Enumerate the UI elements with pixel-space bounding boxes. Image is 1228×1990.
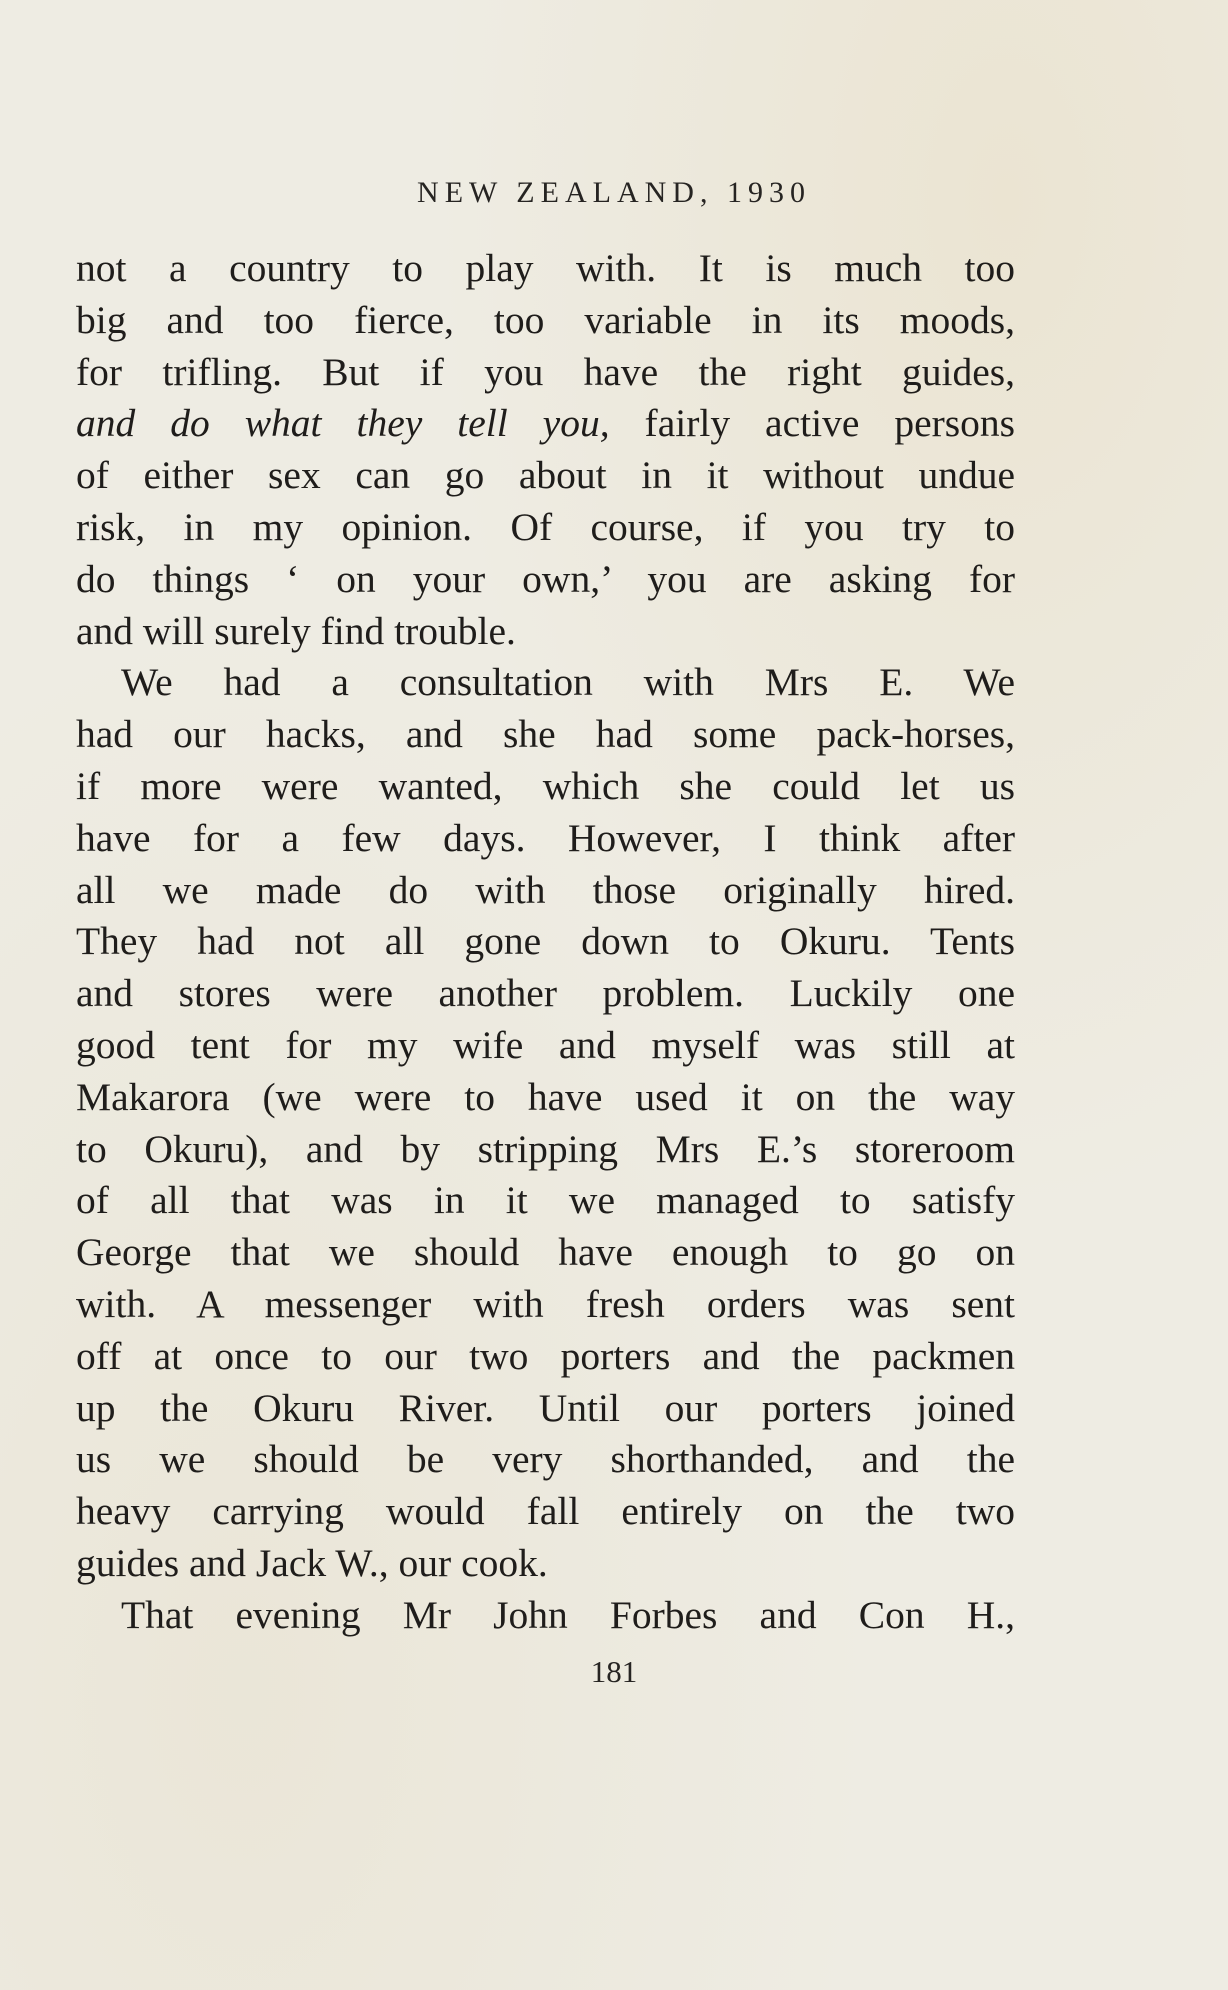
page-number: 181: [590, 1654, 638, 1689]
text-line: up the Okuru River. Until our porters joined: [76, 1385, 1015, 1430]
text-line: [76, 398, 1015, 450]
text-line: and will surely find trouble.: [76, 608, 516, 653]
text-line: to Okuru), and by stripping Mrs E.’s storeroom: [76, 1126, 1015, 1171]
text-line: Makarora (we were to have used it on the way: [76, 1074, 1015, 1119]
text-line: not a country to play with. It is much too: [76, 246, 1015, 290]
text-line: They had not all gone down to Okuru. Tents: [76, 919, 1015, 964]
text-line: George that we should have enough to go on: [76, 1230, 1015, 1275]
text-line: off at once to our two porters and the packmen: [76, 1333, 1015, 1378]
text-line: had our hacks, and she had some pack-horses,: [76, 712, 1015, 757]
text-line: do things ‘ on your own,’ you are asking for: [76, 556, 1015, 601]
text-line: with. A messenger with fresh orders was sent: [76, 1281, 1015, 1326]
text-line: good tent for my wife and myself was still at: [76, 1022, 1015, 1067]
body-text: [76, 243, 1015, 1642]
paragraph-start-line: We had a consultation with Mrs E. We: [121, 660, 1015, 705]
italic-phrase: and do what they tell you,: [76, 401, 610, 446]
text-line: heavy carrying would fall entirely on the two: [76, 1489, 1015, 1534]
running-head: NEW ZEALAND, 1930: [417, 176, 811, 209]
text-line: risk, in my opinion. Of course, if you try to: [76, 504, 1015, 549]
text-line: all we made do with those originally hired.: [76, 867, 1015, 912]
text-line: for trifling. But if you have the right guides,: [76, 349, 1015, 394]
paragraph-start-line: That evening Mr John Forbes and Con H.,: [121, 1592, 1015, 1637]
text-line: of all that was in it we managed to satisfy: [76, 1178, 1015, 1223]
text-line: guides and Jack W., our cook.: [76, 1540, 548, 1585]
text-line: and stores were another problem. Luckily one: [76, 971, 1015, 1016]
text-line: have for a few days. However, I think after: [76, 815, 1015, 860]
text-line: if more were wanted, which she could let us: [76, 763, 1015, 808]
text-fragment: fairly active persons: [609, 401, 1015, 446]
text-line: of either sex can go about in it without undue: [76, 453, 1015, 498]
text-line: big and too fierce, too variable in its moods,: [76, 297, 1015, 342]
text-line: us we should be very shorthanded, and the: [76, 1437, 1015, 1482]
